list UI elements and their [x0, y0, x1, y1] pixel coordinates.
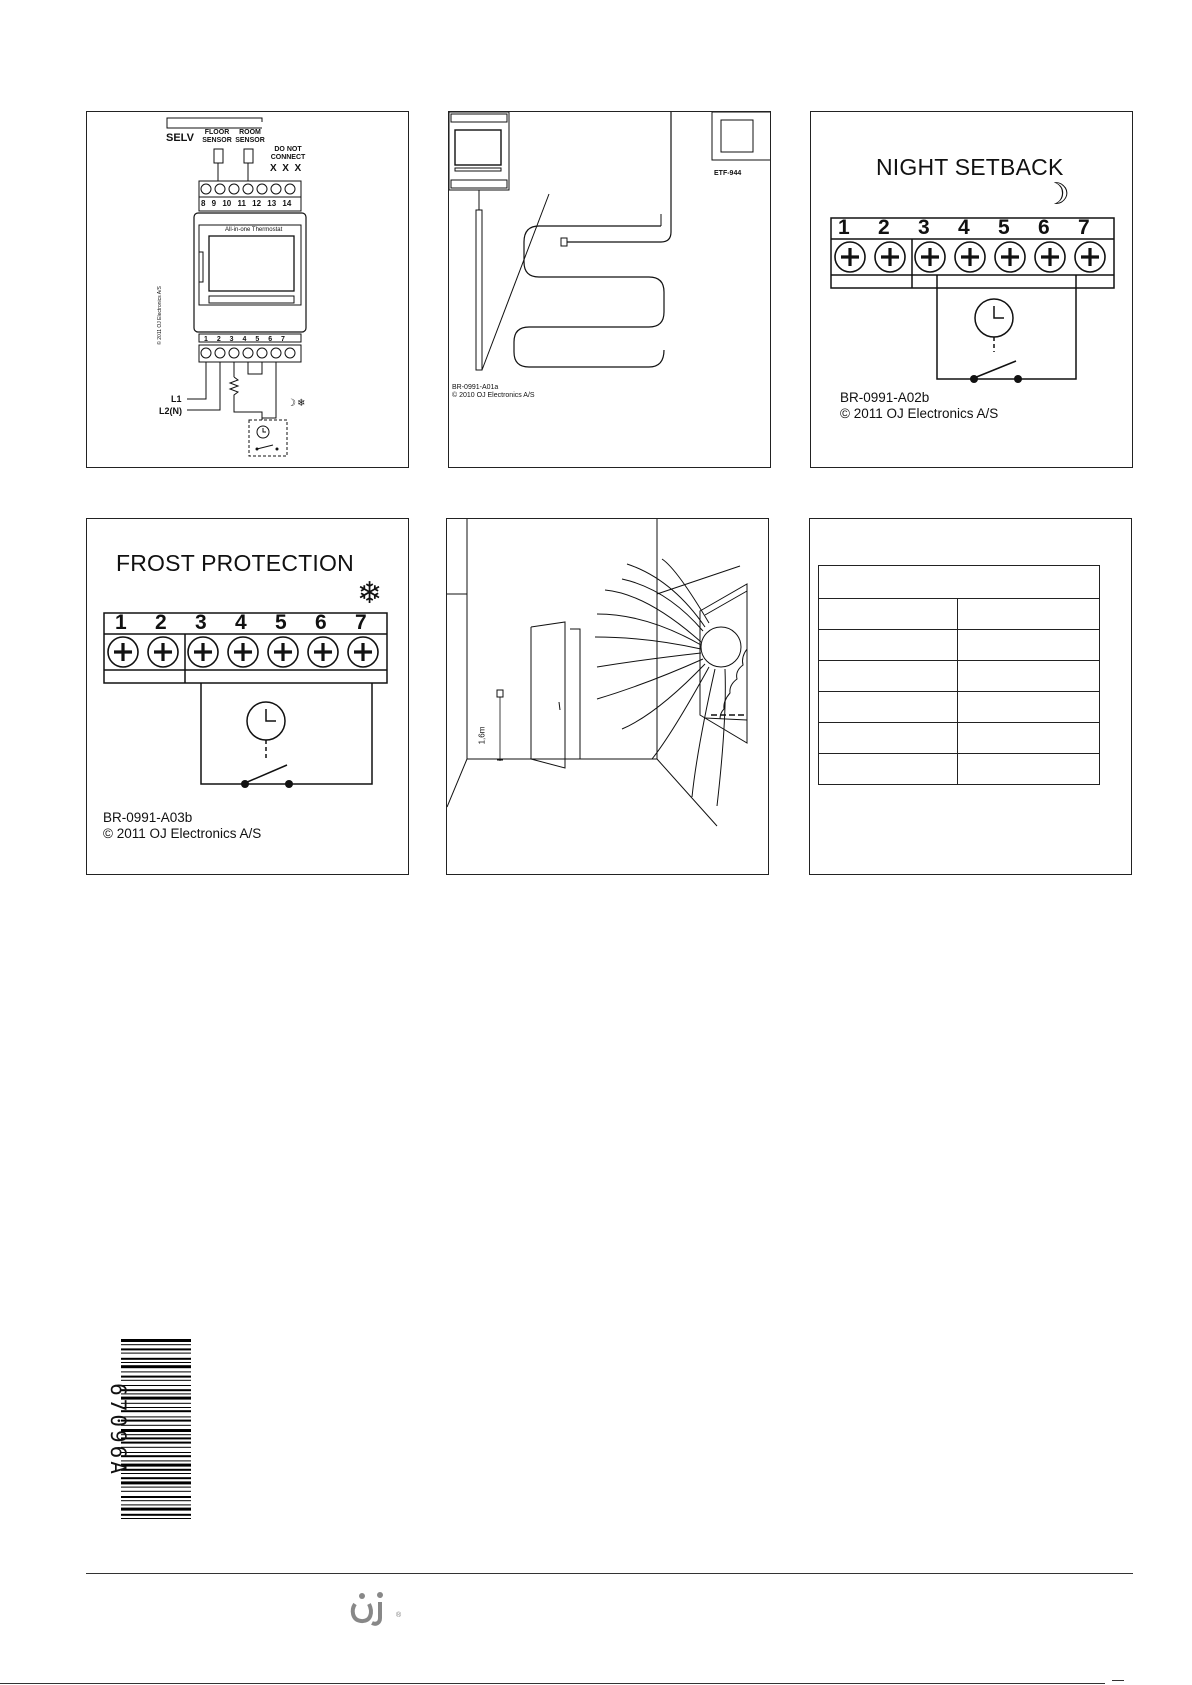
- night-ref: BR-0991-A02b: [840, 390, 930, 405]
- terminal-number: 5: [275, 611, 287, 634]
- table-row: [819, 692, 1100, 723]
- snowflake-icon: ❄: [297, 398, 306, 409]
- terminal-number: 5: [998, 216, 1010, 239]
- footer-divider: [86, 1573, 1133, 1574]
- terminal-number: 4: [235, 611, 247, 634]
- snowflake-icon: ❄: [357, 577, 383, 610]
- mounting-height-label: 1,6m: [477, 726, 487, 745]
- page-bottom-mark: [1112, 1680, 1124, 1681]
- room-sensor-label: ROOM SENSOR: [235, 129, 265, 144]
- terminal-number: 3: [918, 216, 930, 239]
- device-label: All-in-one Thermostat: [225, 227, 283, 233]
- etf-label: ETF-944: [714, 170, 742, 177]
- oj-logo-mark: [349, 1590, 409, 1626]
- side-copyright: © 2011 OJ Electronics A/S: [156, 286, 163, 345]
- barcode-text: 67096A: [106, 1383, 130, 1477]
- blank-table: [818, 565, 1100, 785]
- frost-terminal-numbers: [104, 613, 387, 635]
- night-setback-title: NIGHT SETBACK: [876, 154, 1064, 180]
- frost-copyright: © 2011 OJ Electronics A/S: [103, 826, 262, 841]
- oj-logo: [349, 1590, 409, 1626]
- frost-protection-title: FROST PROTECTION: [116, 550, 354, 576]
- top-terminal-numbers: 8 9 10 11 12 13 14: [201, 199, 292, 208]
- wiring-diagram-panel: [86, 111, 409, 468]
- night-copyright: © 2011 OJ Electronics A/S: [840, 406, 999, 421]
- floor-sensor-panel: [448, 111, 771, 468]
- terminal-number: 1: [838, 216, 850, 239]
- terminal-number: 1: [115, 611, 127, 634]
- table-row: [819, 630, 1100, 661]
- moon-icon: ☽: [1043, 178, 1070, 211]
- terminal-number: 6: [1038, 216, 1050, 239]
- sensor-copyright: © 2010 OJ Electronics A/S: [452, 392, 535, 399]
- frost-ref: BR-0991-A03b: [103, 810, 193, 825]
- room-placement-panel: [446, 518, 769, 875]
- sensor-ref: BR-0991-A01a: [452, 384, 499, 391]
- l2-label: L2(N): [159, 406, 182, 416]
- barcode-bars: [121, 1339, 191, 1561]
- table-row: [819, 661, 1100, 692]
- do-not-connect-label: DO NOT CONNECT: [270, 146, 306, 161]
- terminal-number: 3: [195, 611, 207, 634]
- floor-sensor-label: FLOOR SENSOR: [202, 129, 232, 144]
- registered-mark: ®: [396, 1612, 402, 1619]
- table-header-row: [819, 566, 1100, 599]
- terminal-number: 7: [1078, 216, 1090, 239]
- moon-icon: ☽: [287, 398, 296, 409]
- table-row: [819, 754, 1100, 785]
- terminal-number: 6: [315, 611, 327, 634]
- table-row: [819, 599, 1100, 630]
- night-setback-panel: [810, 111, 1133, 468]
- terminal-number: 4: [958, 216, 970, 239]
- floor-sensor-drawing: [449, 112, 771, 468]
- do-not-connect-marks: X X X: [270, 163, 302, 174]
- terminal-number: 2: [878, 216, 890, 239]
- frost-protection-panel: [86, 518, 409, 875]
- terminal-number: 7: [355, 611, 367, 634]
- l1-label: L1: [171, 394, 182, 404]
- logo-text: [349, 1630, 350, 1631]
- table-row: [819, 723, 1100, 754]
- bottom-terminal-numbers: 1 2 3 4 5 6 7: [204, 336, 285, 343]
- selv-label: SELV: [166, 132, 194, 144]
- wiring-diagram-drawing: [87, 112, 409, 468]
- barcode: [121, 1339, 191, 1561]
- room-drawing: [447, 519, 769, 875]
- terminal-number: 2: [155, 611, 167, 634]
- night-terminal-numbers: [831, 218, 1114, 240]
- blank-table-panel: [809, 518, 1132, 875]
- page-bottom-rule: [0, 1683, 1105, 1684]
